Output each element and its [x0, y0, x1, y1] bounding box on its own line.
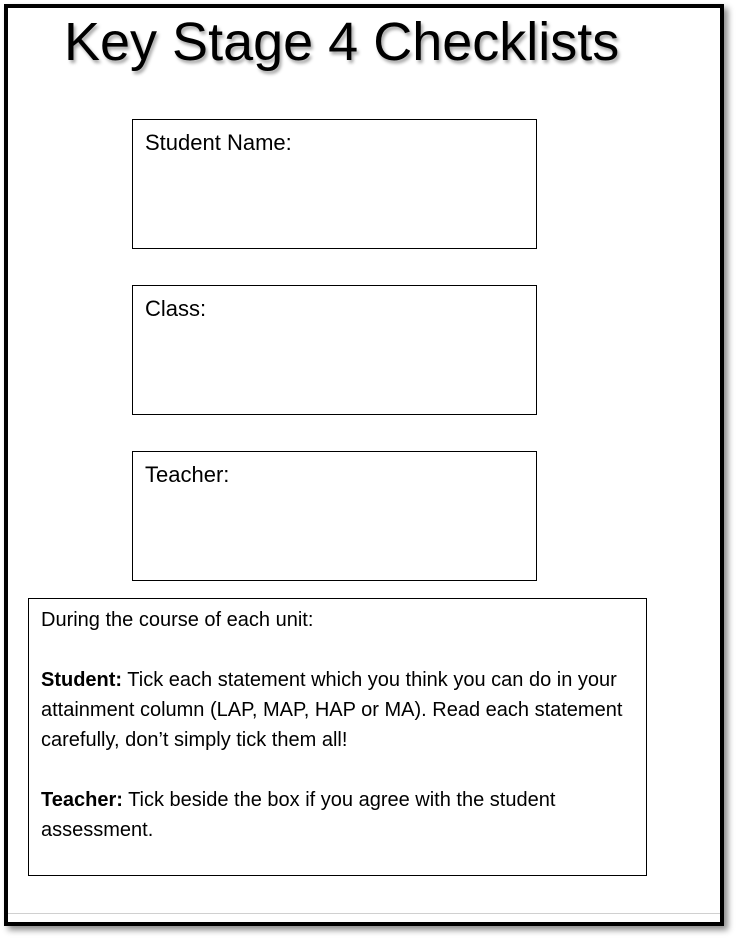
class-label: Class: — [145, 296, 207, 321]
student-instruction-text: Tick each statement which you think you can do in your attainment column (LAP, MAP, HAP or MA). Read each statement carefully, don’t simply tick them all! — [41, 669, 623, 751]
teacher-label: Teacher: — [145, 462, 230, 487]
document-page — [4, 4, 724, 926]
student-name-field[interactable] — [132, 119, 537, 249]
teacher-instruction-text: Tick beside the box if you agree with the student assessment. — [41, 789, 556, 841]
class-field[interactable] — [132, 285, 537, 415]
page-bottom-divider — [8, 913, 720, 914]
instructions-intro: During the course of each unit: — [41, 609, 314, 631]
paragraph-gap — [41, 755, 636, 785]
teacher-instruction — [41, 785, 636, 845]
student-name-label: Student Name: — [145, 130, 292, 155]
teacher-lead: Teacher: — [41, 789, 123, 811]
teacher-field[interactable] — [132, 451, 537, 581]
paragraph-gap — [41, 635, 636, 665]
student-instruction — [41, 665, 636, 755]
student-lead: Student: — [41, 669, 123, 691]
instructions-box — [28, 598, 647, 876]
page-title: Key Stage 4 Checklists — [64, 12, 620, 72]
